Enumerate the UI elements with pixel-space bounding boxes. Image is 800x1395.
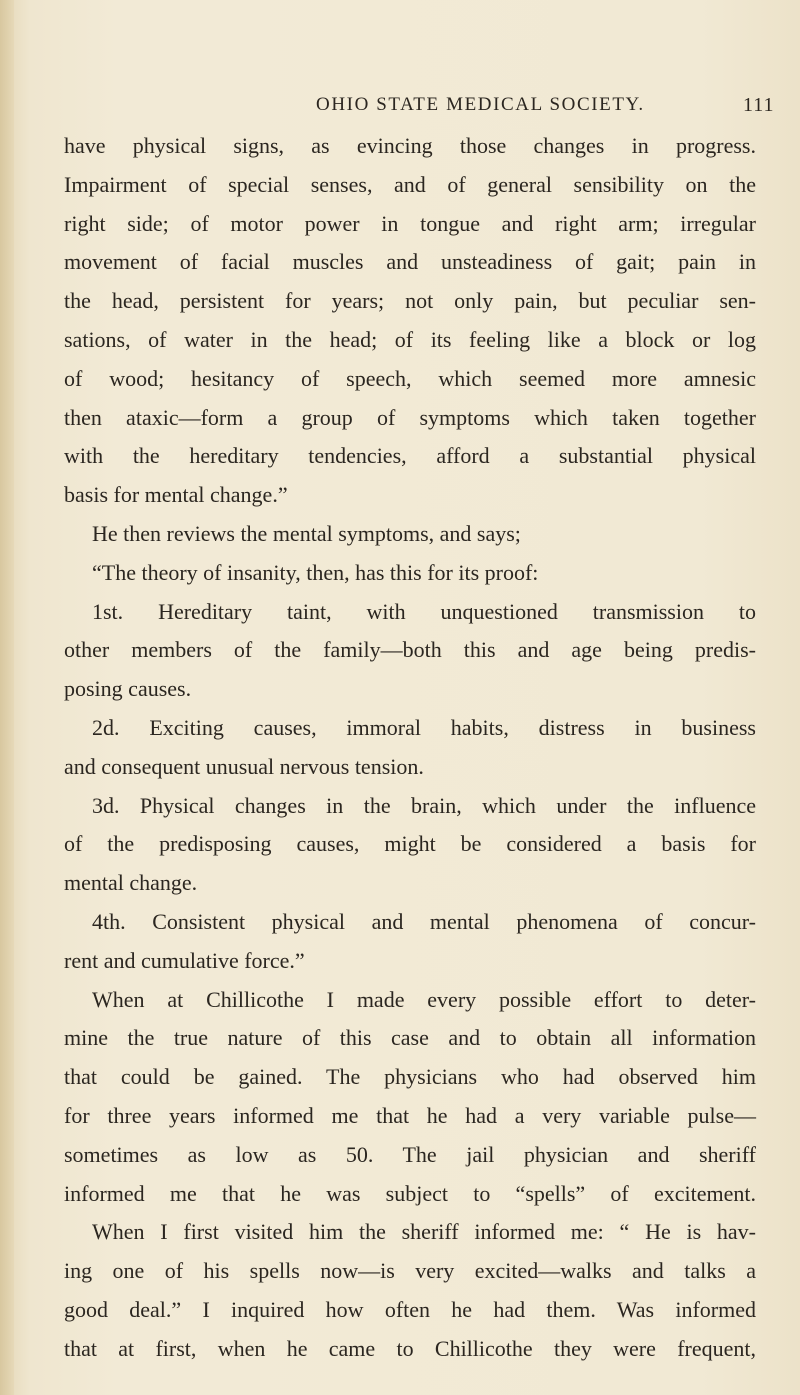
page-binding-edge — [0, 0, 14, 1395]
running-title: OHIO STATE MEDICAL SOCIETY. — [316, 94, 645, 115]
text-line: mental change. — [64, 870, 198, 896]
text-line: 3d. Physical changes in the brain, which under the influence — [92, 792, 756, 818]
text-line: When I first visited him the sheriff informed me: “ He is hav- — [92, 1219, 756, 1245]
text-line: “The theory of insanity, then, has this for its proof: — [92, 559, 539, 585]
page-number: 111 — [743, 94, 775, 116]
text-line: then ataxic—form a group of symptoms which taken together — [64, 404, 756, 430]
text-line: of wood; hesitancy of speech, which seemed more amnesic — [64, 365, 756, 391]
text-line: rent and cumulative force.” — [64, 947, 305, 973]
text-line: mine the true nature of this case and to obtain all information — [64, 1025, 756, 1051]
text-line: 2d. Exciting causes, immoral habits, distress in business — [92, 714, 756, 740]
text-line: that could be gained. The physicians who had observed him — [64, 1064, 756, 1090]
text-line: of the predisposing causes, might be considered a basis for — [64, 831, 756, 857]
text-line: 4th. Consistent physical and mental phenomena of concur- — [92, 908, 756, 934]
text-line: with the hereditary tendencies, afford a substantial physical — [64, 443, 756, 469]
text-line: informed me that he was subject to “spells” of excitement. — [64, 1180, 756, 1206]
text-line: other members of the family—both this and age being predis- — [64, 637, 756, 663]
text-line: posing causes. — [64, 676, 192, 702]
text-line: When at Chillicothe I made every possible effort to deter- — [92, 986, 756, 1012]
text-line: movement of facial muscles and unsteadiness of gait; pain in — [64, 249, 756, 275]
text-line: basis for mental change.” — [64, 482, 288, 508]
text-line: that at first, when he came to Chillicothe they were frequent, — [64, 1335, 756, 1361]
text-line: Impairment of special senses, and of general sensibility on the — [64, 171, 756, 197]
text-line: the head, persistent for years; not only pain, but peculiar sen- — [64, 288, 756, 314]
text-line: and consequent unusual nervous tension. — [64, 753, 424, 779]
text-line: have physical signs, as evincing those changes in progress. — [64, 133, 756, 158]
text-line: right side; of motor power in tongue and right arm; irregular — [64, 210, 756, 236]
text-line: for three years informed me that he had a very variable pulse— — [64, 1102, 756, 1128]
text-line: ing one of his spells now—is very excited—walks and talks a — [64, 1258, 756, 1284]
text-line: 1st. Hereditary taint, with unquestioned transmission to — [92, 598, 756, 624]
text-line: sations, of water in the head; of its feeling like a block or log — [64, 326, 756, 352]
text-line: He then reviews the mental symptoms, and says; — [92, 520, 521, 546]
text-line: sometimes as low as 50. The jail physician and sheriff — [64, 1141, 756, 1167]
body-text — [64, 127, 756, 1369]
text-line: good deal.” I inquired how often he had them. Was informed — [64, 1296, 756, 1322]
